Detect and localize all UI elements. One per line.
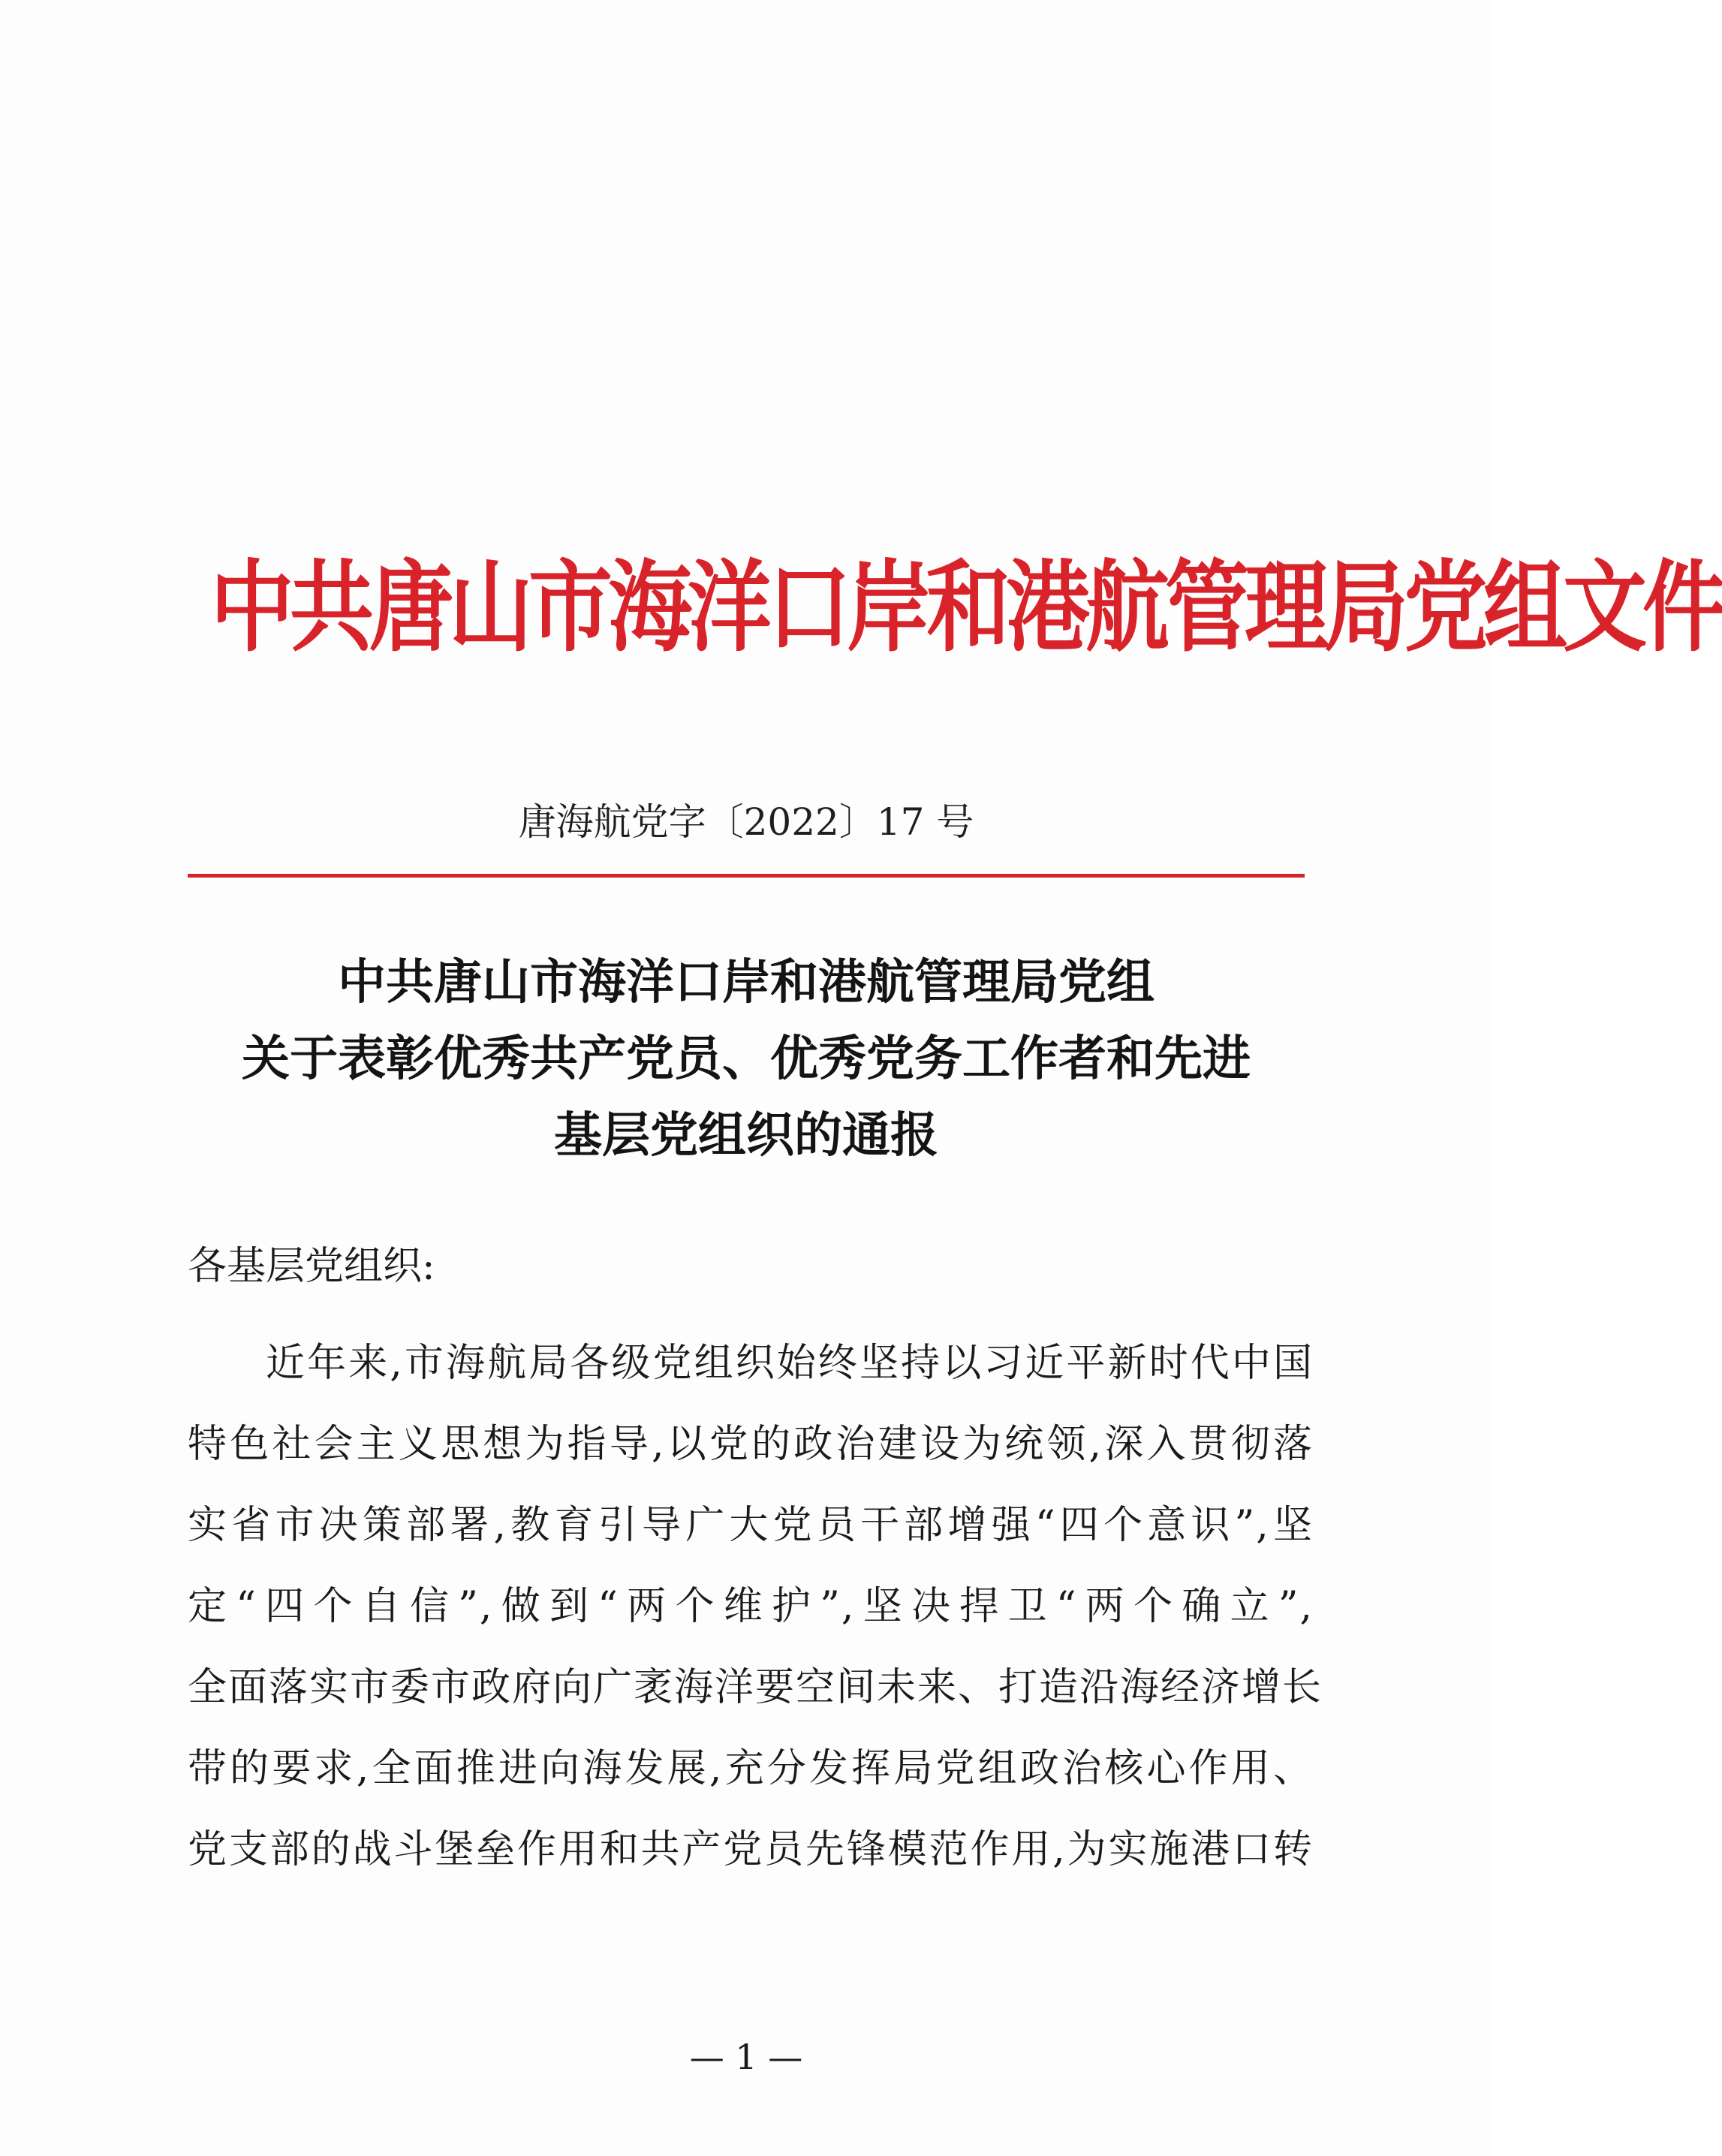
document-title	[188, 944, 1305, 1174]
body-line: 实省市决策部署,教育引导广大党员干部增强“四个意识”,坚	[188, 1503, 1314, 1548]
title-line: 中共唐山市海洋口岸和港航管理局党组	[338, 955, 1155, 1010]
body-line: 近年来,市海航局各级党组织始终坚持以习近平新时代中国	[266, 1341, 1314, 1386]
red-divider-line	[188, 874, 1305, 878]
page-number: — 1 —	[689, 2037, 803, 2077]
title-line: 关于表彰优秀共产党员、优秀党务工作者和先进	[242, 1031, 1251, 1087]
body-line: 全面落实市委市政府向广袤海洋要空间未来、打造沿海经济增长	[188, 1665, 1323, 1710]
body-line: 带的要求,全面推进向海发展,充分发挥局党组政治核心作用、	[188, 1746, 1314, 1791]
red-masthead: 中共唐山市海洋口岸和港航管理局党组文件	[210, 550, 1722, 666]
document-number: 唐海航党字〔2022〕17 号	[518, 800, 974, 844]
body-line: 党支部的战斗堡垒作用和共产党员先锋模范作用,为实施港口转	[188, 1827, 1314, 1872]
title-line: 基层党组织的通报	[554, 1108, 938, 1164]
body-paragraph	[188, 1323, 1323, 1890]
body-line: 特色社会主义思想为指导,以党的政治建设为统领,深入贯彻落	[188, 1422, 1314, 1467]
body-line: 定“四个自信”,做到“两个维护”,坚决捍卫“两个确立”,	[188, 1584, 1314, 1629]
salutation: 各基层党组织:	[188, 1244, 435, 1289]
